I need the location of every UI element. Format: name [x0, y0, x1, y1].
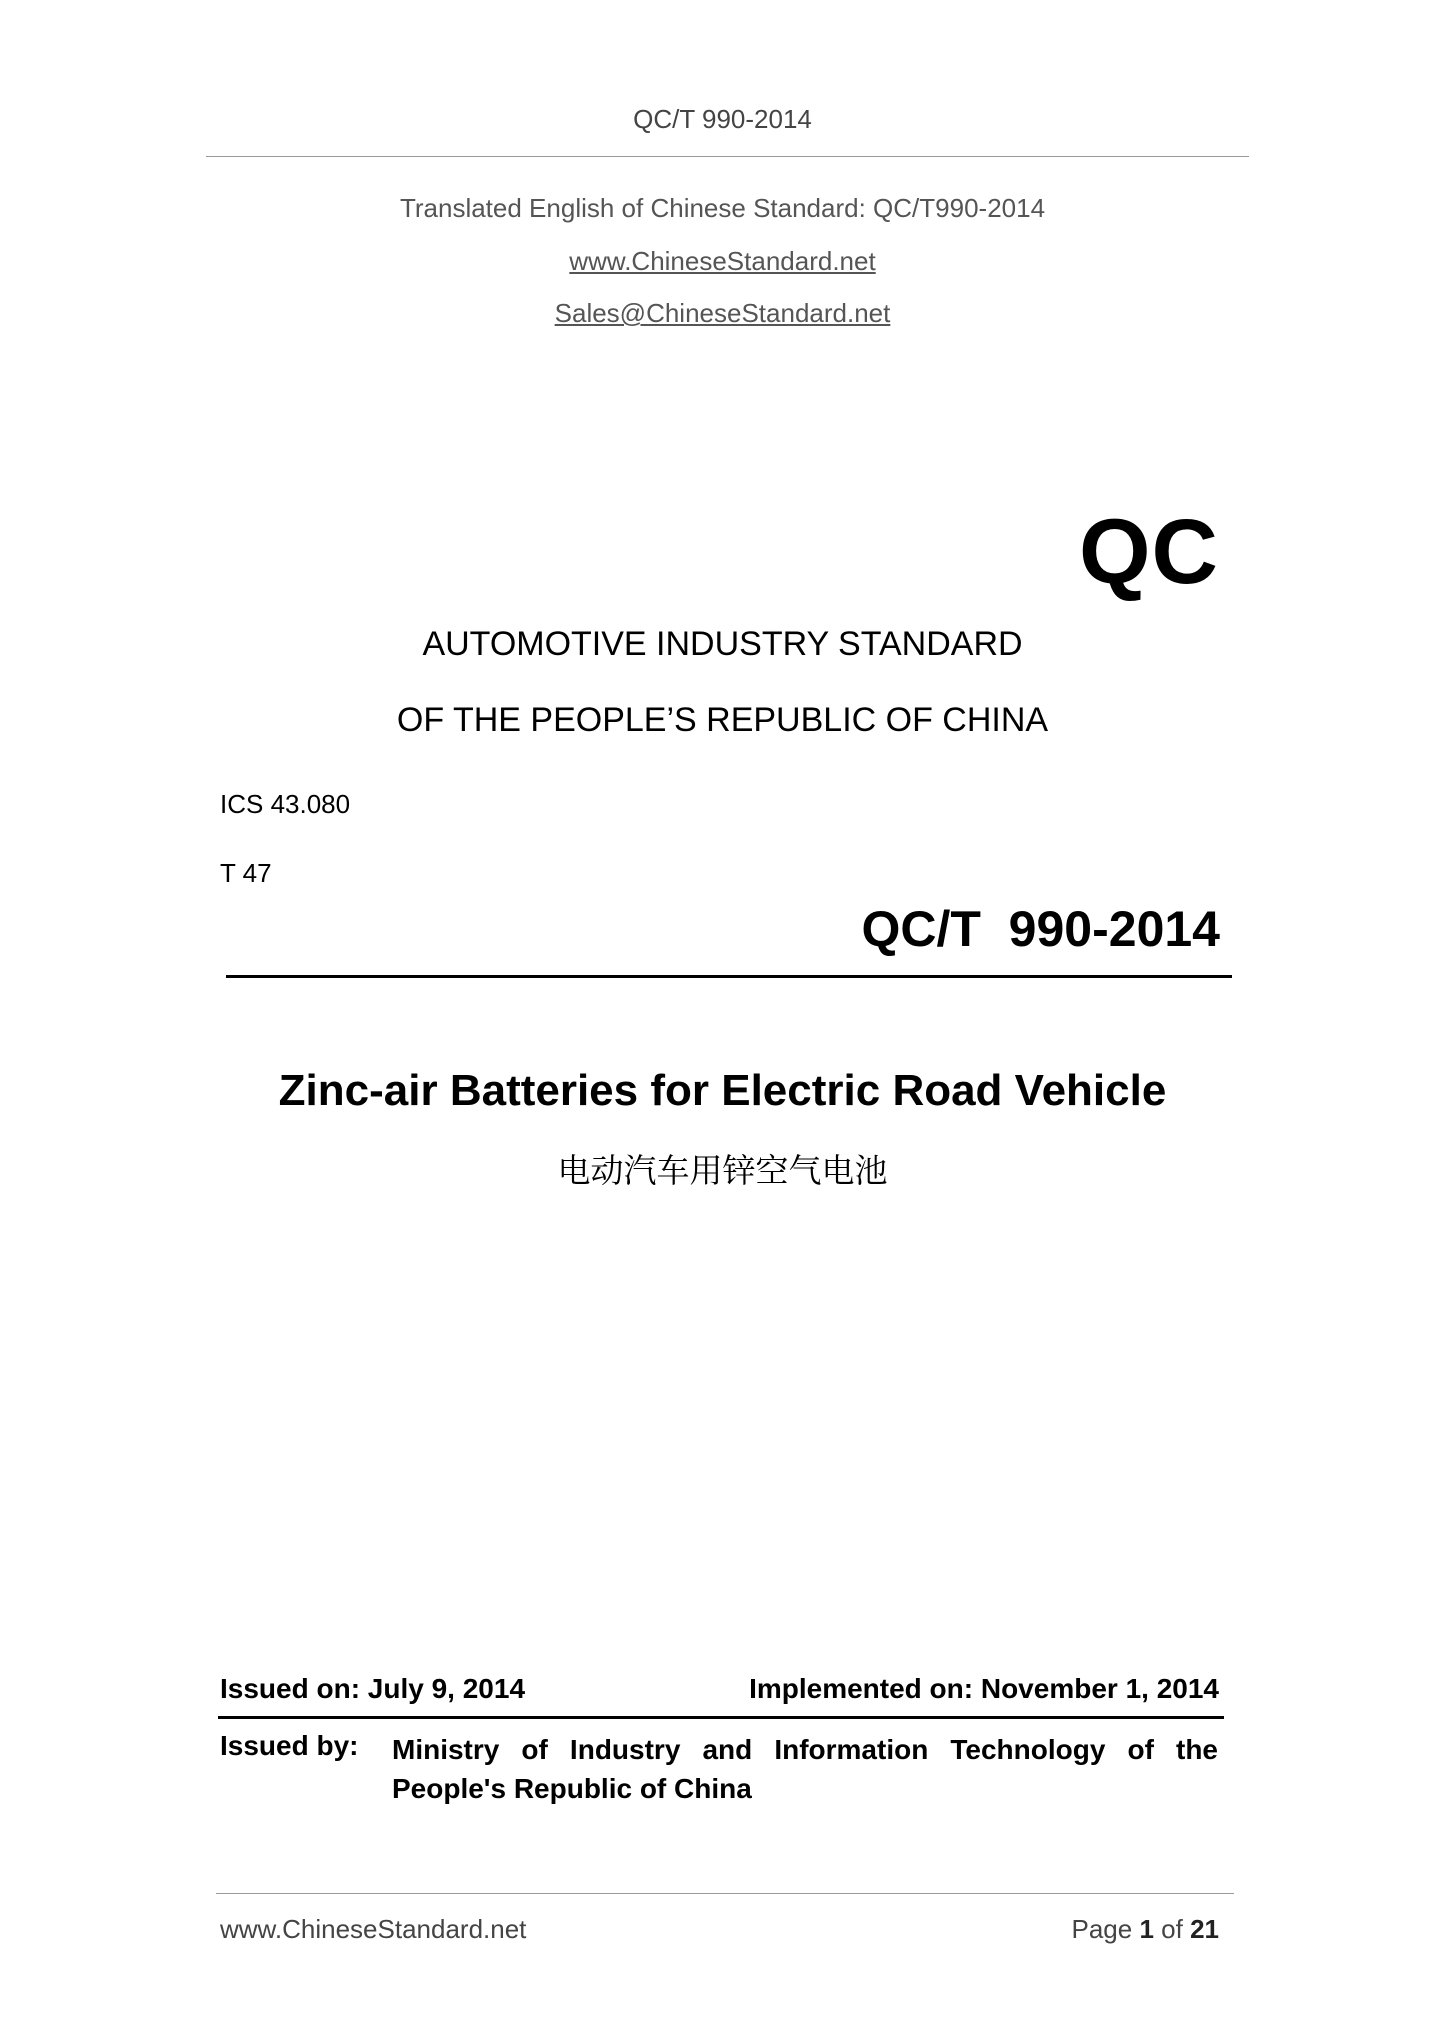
standard-type-line-2: OF THE PEOPLE’S REPUBLIC OF CHINA — [396, 701, 1049, 739]
ccs-code: T 47 — [220, 858, 272, 888]
translated-notice: Translated English of Chinese Standard: QC/T990-2014 — [399, 193, 1046, 223]
issued-by-authority: Ministry of Industry and Information Technology of the People's Republic of China — [392, 1734, 1218, 1804]
page-indicator — [1071, 1914, 1219, 1945]
issued-by-label: Issued by: — [220, 1730, 359, 1761]
standard-number-divider — [226, 975, 1232, 978]
standard-number: QC/T 990-2014 — [861, 901, 1220, 957]
footer-website[interactable]: www.ChineseStandard.net — [220, 1914, 527, 1944]
website-link[interactable]: www.ChineseStandard.net — [569, 246, 876, 276]
email-link-container — [0, 298, 1445, 329]
email-link[interactable]: Sales@ChineseStandard.net — [554, 298, 891, 328]
running-header: QC/T 990-2014 — [633, 104, 812, 134]
issued-on-date: Issued on: July 9, 2014 — [220, 1673, 526, 1704]
page-of: of — [1161, 1914, 1183, 1944]
document-title-english: Zinc-air Batteries for Electric Road Vehicle — [278, 1066, 1167, 1115]
ics-code: ICS 43.080 — [220, 789, 351, 819]
standard-type-line-1: AUTOMOTIVE INDUSTRY STANDARD — [422, 625, 1023, 663]
qc-mark: QC — [1079, 501, 1219, 603]
header-divider — [206, 156, 1249, 157]
issue-divider — [218, 1716, 1224, 1719]
page-label: Page — [1071, 1914, 1133, 1944]
document-title-chinese: 电动汽车用锌空气电池 — [557, 1151, 888, 1190]
website-link-container — [0, 246, 1445, 277]
page-current: 1 — [1139, 1914, 1154, 1944]
implemented-on-date: Implemented on: November 1, 2014 — [749, 1673, 1219, 1704]
footer-divider — [216, 1893, 1234, 1894]
page-total: 21 — [1190, 1914, 1219, 1944]
